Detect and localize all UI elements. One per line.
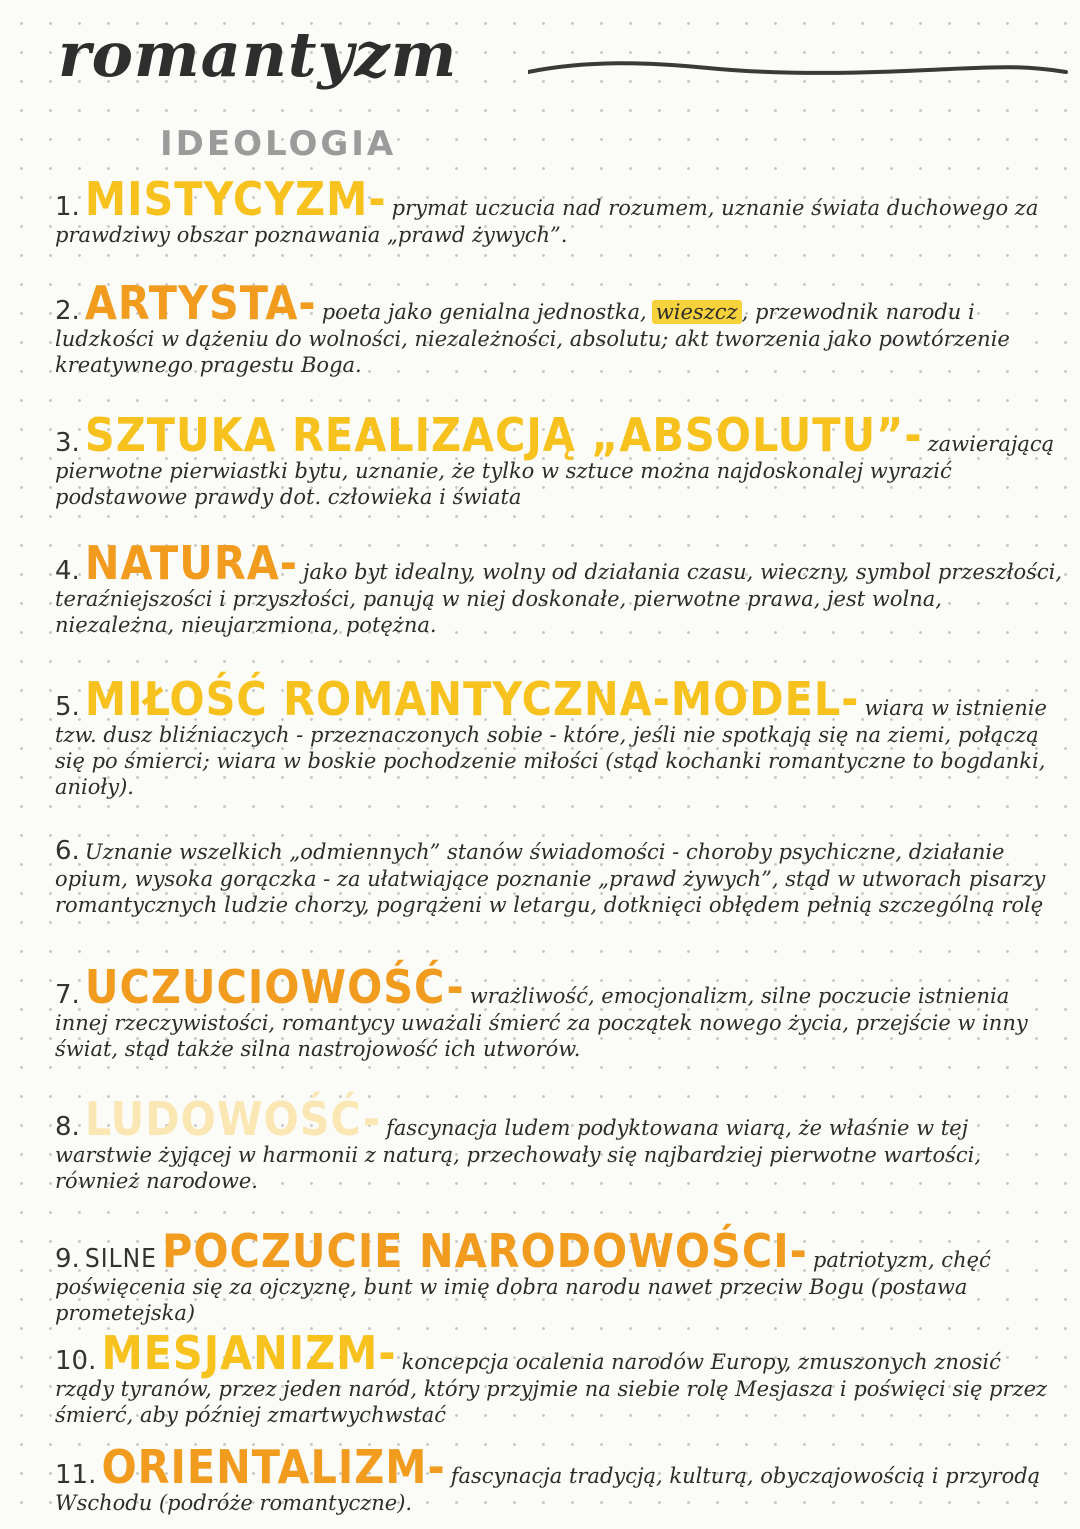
item-number: 1.	[55, 192, 80, 222]
item-number: 6.	[55, 836, 80, 866]
item-text: wrażliwość, emocjonalizm, silne poczucie istnienia innej rzeczywistości, romantycy uważali śmierć za początek nowego życia, przejście w inny świat, stąd także silna nastrojowość ich utworów.	[55, 984, 1028, 1061]
list-item-mesjanizm	[55, 1326, 1065, 1428]
item-number: 4.	[55, 556, 80, 586]
list-item-uczuciowosc	[55, 960, 1065, 1062]
item-number: 10.	[55, 1346, 97, 1376]
item-number: 9.	[55, 1244, 80, 1274]
list-item-natura	[55, 536, 1065, 638]
item-text: Uznanie wszelkich „odmiennych” stanów świadomości - choroby psychiczne, działanie opium, wysoka gorączka - za ułatwiające poznanie „prawd żywych”, stąd w utworach pisarzy romantycznych ludzie chorzy, pogrążeni w letargu, dotknięci obłędem pełnią szczególną rolę	[55, 840, 1046, 917]
item-number: 3.	[55, 428, 80, 458]
title-swash	[528, 54, 1068, 84]
list-item-orientalizm	[55, 1440, 1065, 1516]
item-keyword: SZTUKA REALIZACJĄ „ABSOLUTU”-	[84, 408, 923, 462]
item-keyword: MISTYCYZM-	[84, 172, 387, 226]
list-item-artysta	[55, 276, 1065, 378]
list-item-milosc	[55, 672, 1065, 800]
item-keyword: NATURA-	[84, 536, 298, 590]
highlighted-word: wieszcz	[652, 300, 742, 324]
item-text: zawierającą pierwotne pierwiastki bytu, uznanie, że tylko w sztuce można najdoskonalej wyrazić podstawowe prawdy dot. człowieka i świata	[55, 432, 1055, 509]
item-number: 11.	[55, 1460, 97, 1490]
item-text: koncepcja ocalenia narodów Europy, zmuszonych znosić rządy tyranów, przez jeden naród, który przyjmie na siebie rolę Mesjasza i poświęci się przez śmierć, aby później zmartwychwstać	[55, 1350, 1048, 1427]
list-item-mistycyzm	[55, 172, 1065, 248]
item-number: 7.	[55, 980, 80, 1010]
item-text: prymat uczucia nad rozumem, uznanie świata duchowego za prawdziwy obszar poznawania „prawd żywych”.	[55, 196, 1039, 247]
item-keyword: ORIENTALIZM-	[101, 1440, 446, 1494]
item-text: fascynacja tradycją, kulturą, obyczajowością i przyrodą Wschodu (podróże romantyczne).	[55, 1464, 1041, 1515]
item-text: wiara w istnienie tzw. dusz bliźniaczych - przeznaczonych sobie - które, jeśli nie spotkają się na ziemi, połączą się po śmierci; wiara w boskie pochodzenie miłości (stąd kochanki romantyczne to bogdanki, anioły).	[55, 696, 1047, 799]
list-item-narodowosc	[55, 1224, 1065, 1326]
item-keyword: UCZUCIOWOŚĆ-	[84, 960, 465, 1014]
title-block	[58, 18, 1068, 98]
list-item-sztuka	[55, 408, 1065, 510]
item-keyword: MESJANIZM-	[101, 1326, 397, 1380]
item-keyword: POCZUCIE NARODOWOŚCI-	[162, 1224, 808, 1278]
list-item-stany-swiadomosci	[55, 836, 1065, 918]
item-text: fascynacja ludem podyktowana wiarą, że właśnie w tej warstwie żyjącej w harmonii z naturą, przechowały się najbardziej pierwotne wartości, również narodowe.	[55, 1116, 982, 1193]
item-keyword: MIŁOŚĆ ROMANTYCZNA-MODEL-	[84, 672, 860, 726]
item-number: 8.	[55, 1112, 80, 1142]
item-number: 2.	[55, 296, 80, 326]
item-keyword: ARTYSTA-	[84, 276, 317, 330]
item-text-before: poeta jako genialna jednostka,	[321, 300, 647, 324]
item-text-after: , przewodnik narodu i ludzkości w dążeniu do wolności, niezależności, absolutu; akt tworzenia jako powtórzenie kreatywnego pragestu Boga.	[55, 300, 1010, 377]
section-subtitle: IDEOLOGIA	[160, 124, 397, 164]
item-number: 5.	[55, 692, 80, 722]
item-text: patriotyzm, chęć poświęcenia się za ojczyznę, bunt w imię dobra narodu nawet przeciw Bogu (postawa prometejska)	[55, 1248, 991, 1325]
item-prefix: SILNE	[84, 1244, 157, 1274]
item-text: jako byt idealny, wolny od działania czasu, wieczny, symbol przeszłości, teraźniejszości i przyszłości, panują w niej doskonałe, pierwotne prawa, jest wolna, niezależna, nieujarzmiona, potężna.	[55, 560, 1063, 637]
list-item-ludowosc	[55, 1092, 1065, 1194]
item-keyword: LUDOWOŚĆ-	[84, 1092, 382, 1146]
page-title: romantyzm	[58, 18, 458, 91]
